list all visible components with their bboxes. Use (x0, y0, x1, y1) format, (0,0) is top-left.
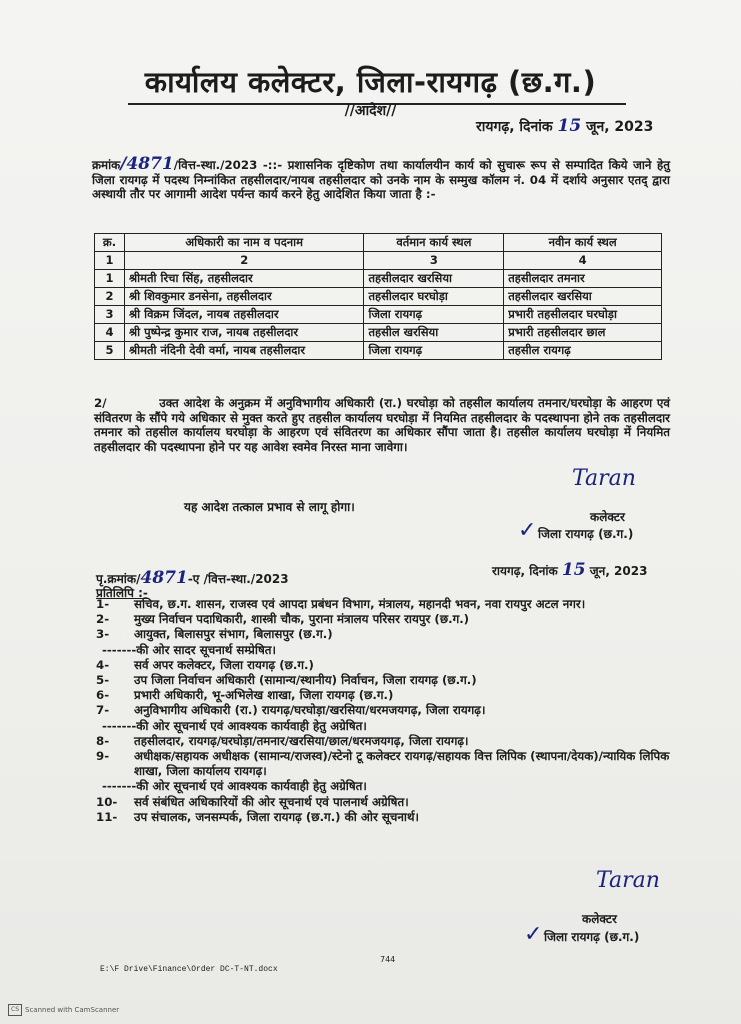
office-title: कार्यालय कलेक्टर, जिला-रायगढ़ (छ.ग.) (144, 65, 597, 99)
table-row (95, 342, 662, 360)
cell-name: श्री पुष्पेन्द्र कुमार राज, नायब तहसीलदार (124, 324, 364, 342)
list-item (96, 749, 676, 779)
signature-1-tick-icon: ✓ (518, 518, 537, 543)
cell-current: तहसील खरसिया (364, 324, 504, 342)
cell-current: तहसीलदार घरघोड़ा (364, 288, 504, 306)
paragraph-2-text: उक्त आदेश के अनुक्रम में अनुविभागीय अधिकारी (रा.) घरघोड़ा को तहसील कार्यालय तमनार/घरघोड़ा के आहरण एवं संवितरण के सौंपे गये अधिकार से मुक्त करते हुए तहसील कार्यालय घरघोड़ा में नियमित तहसीलदार के पदस्थापना होने तक तहसीलदार तमनार को तहसील कार्यालय घरघोड़ा के आहरण एवं संवितरण का अधिकार सौंपा जाता है। तहसील कार्यालय घरघोड़ा में नियमित तहसीलदार की पदस्थापना होने पर यह आवेश स्वमेव निरस्त माना जावेगा। (94, 396, 670, 454)
cell-name: श्रीमती रिचा सिंह, तहसीलदार (124, 270, 364, 288)
list-item-text: प्रभारी अधिकारी, भू-अभिलेख शाखा, जिला रायगढ़ (छ.ग.) (134, 688, 394, 703)
cell-sn: 3 (95, 306, 125, 324)
table-row (95, 270, 662, 288)
signature-2-district: जिला रायगढ़ (छ.ग.) (544, 930, 640, 944)
list-item-number: 5- (96, 673, 110, 688)
list-item-text: सर्व संबंधित अधिकारियों की ओर सूचनार्थ एवं पालनार्थ अग्रेषित। (134, 794, 409, 809)
cell-sn: 4 (95, 324, 125, 342)
col-header-current: वर्तमान कार्य स्थल (364, 234, 504, 252)
list-item-text: उप जिला निर्वाचन अधिकारी (सामान्य/स्थानीय) निर्वाचन, जिला रायगढ़ (छ.ग.) (134, 673, 477, 688)
list-item (96, 703, 676, 718)
date-rest: जून, 2023 (586, 119, 654, 135)
cell-current: जिला रायगढ़ (364, 306, 504, 324)
cell-new: तहसीलदार खरसिया (504, 288, 662, 306)
list-item-text: अधीक्षक/सहायक अधीक्षक (सामान्य/राजस्व)/स्टेनो टू कलेक्टर रायगढ़/सहायक वित्त लिपिक (स्थापना/देयक)/न्यायिक लिपिक शाखा, जिला कार्यालय रायगढ़। (134, 749, 670, 779)
list-item (96, 734, 676, 749)
cell-name: श्री शिवकुमार डनसेना, तहसीलदार (124, 288, 364, 306)
cell-sn: 5 (95, 342, 125, 360)
cell-sn: 1 (95, 270, 125, 288)
list-item-text: अनुविभागीय अधिकारी (रा.) रायगढ़/घरघोड़ा/खरसिया/धरमजयगढ़, जिला रायगढ़। (134, 703, 486, 718)
ref-number-handwritten: /4871 (120, 154, 174, 174)
list-item-number: 2- (96, 612, 110, 627)
copy-date-day-handwritten: 15 (561, 560, 586, 580)
list-item (96, 810, 676, 825)
copy-order-date (492, 560, 647, 580)
cell-current: तहसीलदार खरसिया (364, 270, 504, 288)
list-item (96, 795, 676, 810)
ref-prefix: क्रमांक (92, 158, 121, 172)
table-row (95, 306, 662, 324)
cell-new: प्रभारी तहसीलदार घरघोड़ा (504, 306, 662, 324)
cell-current: जिला रायगढ़ (364, 342, 504, 360)
table-row (95, 288, 662, 306)
col-header-name: अधिकारी का नाम व पदनाम (124, 234, 364, 252)
list-item-number: 7- (96, 703, 110, 718)
list-item-number: 11- (96, 809, 118, 824)
col-number: 3 (364, 252, 504, 270)
cell-name: श्री विक्रम जिंदल, नायब तहसीलदार (124, 306, 364, 324)
list-item (96, 627, 676, 642)
table-header-row (95, 234, 662, 252)
signature-1-district: जिला रायगढ़ (छ.ग.) (538, 527, 634, 541)
order-paragraph-2 (94, 396, 670, 454)
list-item-text: मुख्य निर्वाचन पदाधिकारी, शास्त्री चौक, पुराना मंत्रालय परिसर रायपुर (छ.ग.) (134, 612, 470, 627)
list-item-text: सर्व अपर कलेक्टर, जिला रायगढ़ (छ.ग.) (134, 657, 314, 672)
list-item (96, 688, 676, 703)
col-number: 2 (124, 252, 364, 270)
list-item-text: उप संचालक, जनसम्पर्क, जिला रायगढ़ (छ.ग.) की ओर सूचनार्थ। (134, 809, 419, 824)
forwarding-note: -------की ओर सूचनार्थ एवं आवश्यक कार्यवाही हेतु अग्रेषित। (102, 718, 367, 733)
copy-ref-prefix: पृ.क्रमांक/ (96, 572, 141, 586)
camscanner-logo-icon: CS (8, 1004, 22, 1016)
ref-suffix: /वित्त-स्था./2023 -::- (173, 158, 283, 172)
list-item-text: सचिव, छ.ग. शासन, राजस्व एवं आपदा प्रबंधन विभाग, मंत्रालय, महानदी भवन, नवा रायपुर अटल नगर। (134, 597, 586, 611)
file-path: E:\F Drive\Finance\Order DC-T-NT.docx (100, 965, 278, 974)
copy-place-date-prefix: रायगढ़, दिनांक (492, 564, 558, 578)
page-number: 744 (380, 955, 396, 964)
list-item-number: 1- (96, 597, 110, 611)
list-item-number: 3- (96, 627, 110, 642)
col-header-sn: क्र. (95, 234, 125, 252)
list-item-number: 4- (96, 657, 110, 672)
list-item-number: 6- (96, 688, 110, 703)
copy-ref-suffix: -ए /वित्त-स्था./2023 (187, 572, 289, 586)
paragraph-1-text: प्रशासनिक दृष्टिकोण तथा कार्यालयीन कार्य को सुचारू रूप से सम्पादित किये जाने हेतु जिला रायगढ़ में पदस्थ निम्नांकित तहसीलदार/नायब तहसीलदार को उनके नाम के सम्मुख कॉलम नं. 04 में दर्शाये अनुसार एतद् द्वारा अस्थायी तौर पर आगामी आदेश पर्यन्त कार्य करने हेतु आदेशित किया जाता है :- (92, 158, 670, 202)
list-item (96, 658, 676, 673)
signature-1-handwritten: Taran (572, 466, 636, 491)
copy-date-rest: जून, 2023 (589, 564, 648, 578)
copy-ref-number-handwritten: 4871 (140, 568, 188, 588)
list-item-text: तहसीलदार, रायगढ़/घरघोड़ा/तमनार/खरसिया/छाल/धरमजयगढ़, जिला रायगढ़। (134, 733, 469, 748)
list-item (96, 597, 676, 612)
scanner-watermark (8, 1004, 119, 1016)
cell-name: श्रीमती नंदिनी देवी वर्मा, नायब तहसीलदार (124, 342, 364, 360)
order-paragraph-1 (92, 154, 670, 202)
cell-new: तहसील रायगढ़ (504, 342, 662, 360)
list-item (96, 673, 676, 688)
order-label: //आदेश// (344, 103, 397, 119)
list-item-number: 8- (96, 733, 110, 748)
list-item-number: 10- (96, 794, 118, 809)
col-number: 4 (504, 252, 662, 270)
list-item-number: 9- (96, 749, 110, 764)
cell-new: तहसीलदार तमनार (504, 270, 662, 288)
effect-statement: यह आदेश तत्काल प्रभाव से लागू होगा। (184, 500, 355, 514)
list-item-text: आयुक्त, बिलासपुर संभाग, बिलासपुर (छ.ग.) (134, 627, 333, 642)
forwarding-note: -------की ओर सादर सूचनार्थ सम्प्रेषित। (102, 642, 276, 657)
signature-2-designation: कलेक्टर (582, 912, 617, 926)
signature-1-designation: कलेक्टर (590, 510, 625, 524)
col-header-new: नवीन कार्य स्थल (504, 234, 662, 252)
date-day-handwritten: 15 (557, 116, 582, 136)
officers-table (94, 233, 662, 360)
col-number: 1 (95, 252, 125, 270)
signature-2-tick-icon: ✓ (524, 922, 543, 947)
copy-label: प्रतिलिपि :- (96, 586, 148, 600)
copy-list (96, 597, 676, 825)
forwarding-note: -------की ओर सूचनार्थ एवं आवश्यक कार्यवाही हेतु अग्रेषित। (102, 779, 367, 794)
table-row (95, 324, 662, 342)
order-date (476, 116, 653, 136)
place-date-prefix: रायगढ़, दिनांक (476, 119, 553, 135)
signature-2-handwritten: Taran (596, 868, 660, 893)
paragraph-2-number: 2/ (94, 396, 107, 410)
cell-new: प्रभारी तहसीलदार छाल (504, 324, 662, 342)
scanner-text: Scanned with CamScanner (25, 1006, 120, 1014)
cell-sn: 2 (95, 288, 125, 306)
list-item (96, 612, 676, 627)
table-col-number-row (95, 252, 662, 270)
